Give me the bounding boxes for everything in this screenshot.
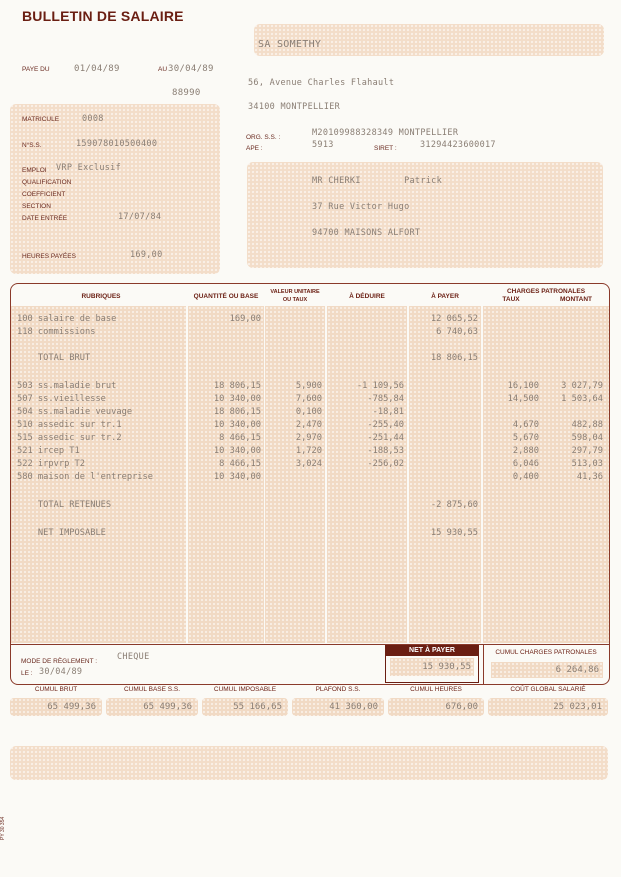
- row-quantite: 18 806,15: [213, 406, 261, 417]
- coefficient-label: COEFFICIENT: [22, 191, 66, 198]
- row-payer: -2 875,60: [430, 499, 478, 510]
- payslip-table: [10, 283, 610, 685]
- row-montant-patronal: 482,88: [571, 419, 603, 430]
- recipient-street: 37 Rue Victor Hugo: [312, 202, 410, 212]
- emploi-label: EMPLOI: [22, 167, 47, 174]
- table-row: [11, 472, 609, 484]
- table-row: [11, 394, 609, 406]
- qualification-label: QUALIFICATION: [22, 179, 72, 186]
- section-label: SECTION: [22, 203, 51, 210]
- cumul-charges-value: 6 264,86: [491, 662, 603, 678]
- net-a-payer-label: NET À PAYER: [386, 646, 478, 656]
- header-a-payer: À PAYER: [431, 293, 459, 300]
- table-row: [11, 314, 609, 326]
- header-charges-patronales: CHARGES PATRONALES: [506, 288, 586, 295]
- row-quantite: 8 466,15: [219, 432, 261, 443]
- table-row: [11, 433, 609, 445]
- row-deduire: -188,53: [367, 445, 404, 456]
- row-rubrique: 503 ss.maladie brut: [17, 380, 117, 391]
- row-quantite: 18 806,15: [213, 380, 261, 391]
- row-taux: 3,024: [295, 458, 322, 469]
- row-rubrique: NET IMPOSABLE: [17, 527, 106, 538]
- cumul-label: COÛT GLOBAL SALARIÉ: [510, 686, 586, 693]
- row-taux: 0,100: [295, 406, 322, 417]
- row-taux: 5,900: [295, 380, 322, 391]
- table-row: [11, 528, 609, 540]
- header-ou-taux: OU TAUX: [282, 297, 308, 303]
- table-row: [11, 500, 609, 512]
- row-payer: 18 806,15: [430, 352, 478, 363]
- employer-name: SA SOMETHY: [258, 39, 322, 50]
- matricule-label: MATRICULE: [22, 116, 60, 123]
- recipient-city: 94700 MAISONS ALFORT: [312, 228, 421, 238]
- paye-au-value: 30/04/89: [168, 64, 214, 74]
- mode-reglement-value: CHEQUE: [117, 652, 150, 662]
- row-taux: 7,600: [295, 393, 322, 404]
- cumul-value: 65 499,36: [10, 698, 102, 716]
- row-taux-patronal: 16,100: [507, 380, 539, 391]
- row-montant-patronal: 3 027,79: [561, 380, 603, 391]
- table-row: [11, 459, 609, 471]
- cumul-value: 65 499,36: [106, 698, 198, 716]
- table-row: [11, 407, 609, 419]
- cumul-value: 55 166,65: [202, 698, 288, 716]
- row-rubrique: 118 commissions: [17, 326, 96, 337]
- row-taux-patronal: 5,670: [512, 432, 539, 443]
- employee-info-box: [10, 104, 220, 274]
- row-montant-patronal: 41,36: [576, 471, 603, 482]
- row-taux-patronal: 4,670: [512, 419, 539, 430]
- row-rubrique: 504 ss.maladie veuvage: [17, 406, 133, 417]
- row-montant-patronal: 598,04: [571, 432, 603, 443]
- heures-payees-label: HEURES PAYÉES: [22, 253, 76, 260]
- cumul-value: 25 023,01: [488, 698, 608, 716]
- row-deduire: -256,02: [367, 458, 404, 469]
- row-taux-patronal: 14,500: [507, 393, 539, 404]
- employer-address-line2: 34100 MONTPELLIER: [248, 102, 341, 112]
- ape-label: APE :: [246, 145, 263, 152]
- net-a-payer-box: [385, 645, 479, 683]
- heures-payees-value: 169,00: [130, 250, 163, 260]
- cumul-charges-label: CUMUL CHARGES PATRONALES: [495, 649, 597, 656]
- row-quantite: 10 340,00: [213, 393, 261, 404]
- cumul-label: PLAFOND S.S.: [315, 686, 361, 693]
- row-rubrique: TOTAL BRUT: [17, 352, 91, 363]
- row-quantite: 10 340,00: [213, 445, 261, 456]
- header-valeur-unitaire: VALEUR UNITAIRE: [270, 289, 320, 295]
- row-rubrique: 510 assedic sur tr.1: [17, 419, 122, 430]
- row-rubrique: 522 irpvrp T2: [17, 458, 85, 469]
- row-taux: 2,970: [295, 432, 322, 443]
- row-payer: 6 740,63: [436, 326, 478, 337]
- table-row: [11, 368, 609, 380]
- table-row: [11, 420, 609, 432]
- org-ss-label: ORG. S.S. :: [246, 134, 281, 141]
- table-row: [11, 513, 609, 525]
- row-quantite: 10 340,00: [213, 471, 261, 482]
- row-deduire: -251,44: [367, 432, 404, 443]
- row-rubrique: 507 ss.vieillesse: [17, 393, 106, 404]
- cumul-label: CUMUL BASE S.S.: [123, 686, 181, 693]
- emploi-value: VRP Exclusif: [56, 163, 122, 173]
- cumul-value: 676,00: [388, 698, 484, 716]
- row-taux-patronal: 6,046: [512, 458, 539, 469]
- ape-value: 5913: [312, 140, 334, 150]
- nss-value: 159078010500400: [76, 139, 158, 149]
- row-rubrique: 521 ircep T1: [17, 445, 80, 456]
- form-reference: PY 30 354: [0, 816, 6, 840]
- siret-value: 31294423600017: [420, 140, 496, 150]
- row-taux-patronal: 0,400: [512, 471, 539, 482]
- cumul-label: CUMUL BRUT: [34, 686, 78, 693]
- row-deduire: -1 109,56: [356, 380, 404, 391]
- row-rubrique: 515 assedic sur tr.2: [17, 432, 122, 443]
- mode-reglement-label: MODE DE RÈGLEMENT :: [21, 658, 98, 665]
- header-taux: TAUX: [502, 296, 520, 303]
- siret-label: SIRET :: [374, 145, 397, 152]
- header-a-deduire: À DÉDUIRE: [349, 293, 385, 300]
- footer-vertical-divider: [483, 645, 484, 684]
- recipient-name: MR CHERKI Patrick: [312, 176, 443, 186]
- row-rubrique: 100 salaire de base: [17, 314, 117, 324]
- cumul-value: 41 360,00: [292, 698, 384, 716]
- row-deduire: -18,81: [372, 406, 404, 417]
- org-ss-value: M20109988328349 MONTPELLIER: [312, 128, 459, 138]
- row-taux: 2,470: [295, 419, 322, 430]
- row-payer: 12 065,52: [430, 314, 478, 324]
- row-taux: 1,720: [295, 445, 322, 456]
- table-row: [11, 340, 609, 352]
- table-row: [11, 446, 609, 458]
- paye-du-value: 01/04/89: [74, 64, 120, 74]
- table-row: [11, 485, 609, 497]
- matricule-value: 0008: [82, 114, 104, 124]
- header-montant: MONTANT: [559, 296, 592, 303]
- date-reglement-value: 30/04/89: [39, 667, 83, 677]
- row-montant-patronal: 297,79: [571, 445, 603, 456]
- date-entree-label: DATE ENTRÉE: [22, 215, 68, 222]
- cumul-label: CUMUL HEURES: [410, 686, 462, 693]
- header-rubriques: RUBRIQUES: [81, 293, 121, 300]
- date-reglement-label: LE :: [21, 670, 33, 677]
- cumul-label: CUMUL IMPOSABLE: [213, 686, 277, 693]
- table-body: [11, 314, 609, 634]
- row-montant-patronal: 1 503,64: [561, 393, 603, 404]
- footer-divider: [11, 644, 609, 645]
- row-quantite: 10 340,00: [213, 419, 261, 430]
- row-montant-patronal: 513,03: [571, 458, 603, 469]
- table-row: [11, 353, 609, 365]
- paye-au-label: AU: [158, 66, 168, 73]
- row-taux-patronal: 2,880: [512, 445, 539, 456]
- row-payer: 15 930,55: [430, 527, 478, 538]
- reference-number: 88990: [172, 88, 201, 98]
- row-deduire: -255,40: [367, 419, 404, 430]
- table-row: [11, 327, 609, 339]
- row-deduire: -785,84: [367, 393, 404, 404]
- row-quantite: 8 466,15: [219, 458, 261, 469]
- row-rubrique: 580 maison de l'entreprise: [17, 471, 153, 482]
- bottom-band: [10, 746, 608, 780]
- date-entree-value: 17/07/84: [118, 212, 162, 222]
- cumuls-row: [10, 686, 608, 730]
- row-quantite: 169,00: [229, 314, 261, 324]
- paye-du-label: PAYE DU: [22, 66, 50, 73]
- table-row: [11, 381, 609, 393]
- net-a-payer-value: 15 930,55: [390, 658, 474, 676]
- employer-address-line1: 56, Avenue Charles Flahault: [248, 78, 395, 88]
- row-rubrique: TOTAL RETENUES: [17, 499, 112, 510]
- header-quantite: QUANTITÉ OU BASE: [193, 293, 259, 300]
- nss-label: N°S.S.: [22, 142, 42, 149]
- document-title: BULLETIN DE SALAIRE: [22, 8, 184, 24]
